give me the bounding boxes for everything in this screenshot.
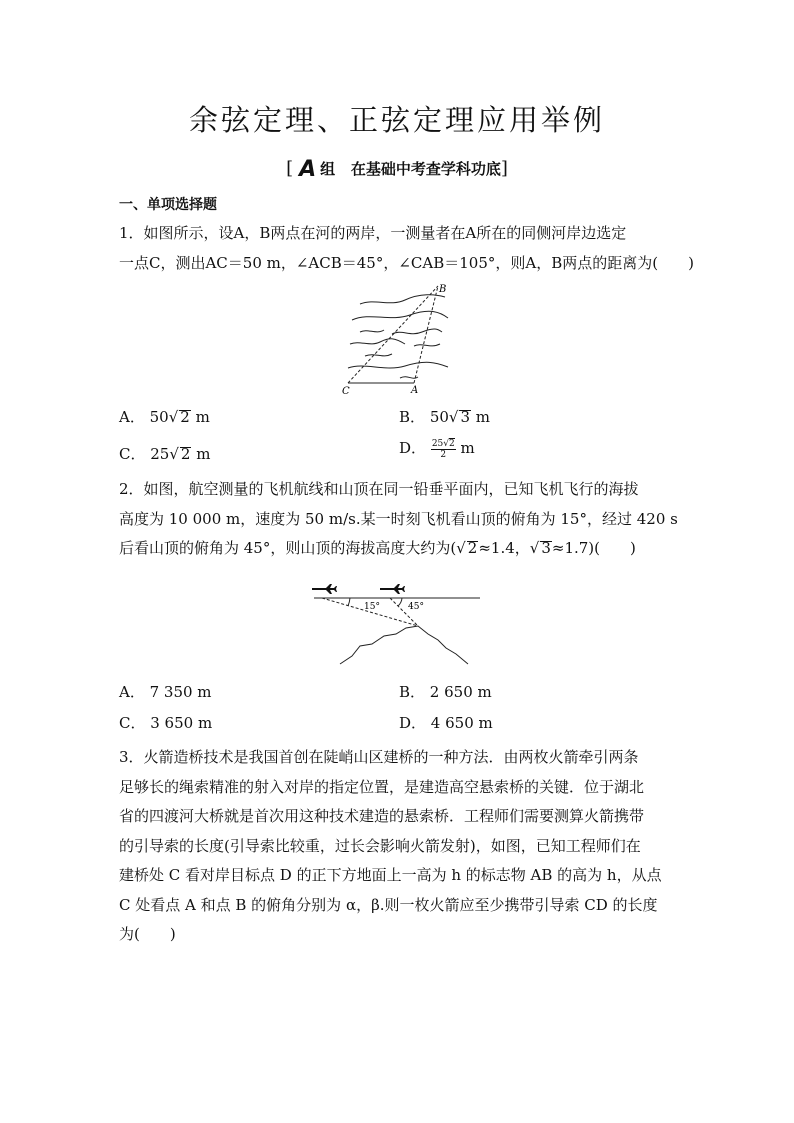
sqrt-symbol: √ [169, 445, 179, 463]
airplane-icon [380, 584, 405, 594]
line3-suffix: ≈1.7)( ) [551, 539, 636, 557]
question-3-line: C 处看点 A 和点 B 的俯角分别为 α，β.则一枚火箭应至少携带引导索 CD 的长度 [119, 895, 658, 914]
river-diagram [330, 282, 460, 398]
option-unit: m [460, 439, 475, 457]
numerator-radicand: 2 [449, 438, 455, 449]
question-2-line-2: 高度为 10 000 m，速度为 50 m/s.某一时刻飞机看山顶的俯角为 15°，经过 420 s [119, 509, 678, 528]
option-letter: D． [399, 439, 427, 457]
question-3-line: 的引导索的长度(引导索比较重，过长会影响火箭发射)，如图，已知工程师们在 [119, 836, 641, 855]
numerator-coef: 25 [431, 438, 444, 449]
mountain-outline [340, 626, 468, 664]
angle-label-15: 15° [364, 602, 380, 612]
sqrt-symbol: √ [448, 408, 459, 426]
radicand: 2 [180, 408, 190, 426]
option-coefficient: 50 [149, 408, 169, 426]
group-label: 组 [320, 160, 336, 178]
question-3-line: 3．火箭造桥技术是我国首创在陡峭山区建桥的一种方法．由两枚火箭牵引两条 [119, 748, 639, 766]
option-unit: m [195, 408, 210, 426]
label-b: B [439, 284, 447, 295]
question-1-text [119, 219, 694, 278]
river-wave [414, 344, 440, 346]
option-unit: m [196, 445, 211, 463]
question-3-text [119, 743, 679, 950]
q2-option-c[interactable]: C． 3 650 m [119, 714, 213, 732]
question-1-line-1: 1．如图所示，设A，B两点在河的两岸，一测量者在A所在的同侧河岸边选定 [119, 224, 627, 242]
question-2-line-3: 后看山顶的俯角为 45°，则山顶的海拔高度大约为(√ 2≈1.4，√ 3≈1.7)( ) [119, 539, 636, 557]
sight-line-ab [414, 286, 438, 383]
label-c: C [342, 386, 350, 397]
group-a-badge: A [299, 157, 317, 182]
q1-option-d[interactable] [399, 437, 475, 460]
group-text: 在基础中考查学科功底 [350, 160, 501, 178]
option-letter: B． [399, 408, 426, 426]
line3-middle: ≈1.4， [478, 539, 530, 557]
sight-line-cb [348, 286, 438, 383]
sqrt-symbol: √ [168, 408, 179, 426]
riverbank-line [352, 311, 448, 320]
line3-prefix: 后看山顶的俯角为 45°，则山顶的海拔高度大约为( [119, 539, 457, 557]
section-heading: 一、单项选择题 [119, 197, 217, 213]
q2-option-d[interactable]: D． 4 650 m [399, 714, 493, 732]
q1-option-a[interactable] [119, 406, 210, 427]
radicand: 2 [467, 539, 478, 557]
option-coefficient: 50 [429, 408, 449, 426]
airplane-diagram [310, 576, 488, 668]
option-unit: m [475, 408, 491, 426]
angle-label-45: 45° [408, 602, 424, 612]
radicand: 3 [541, 539, 551, 557]
label-a: A [411, 385, 419, 396]
riverbank-line [360, 295, 445, 304]
river-wave [360, 330, 384, 332]
fraction-denominator: 2 [440, 449, 447, 460]
question-3-line: 为( ) [119, 925, 176, 943]
bracket-open: [ [286, 158, 294, 179]
q1-option-b[interactable] [399, 406, 490, 427]
question-1-line-2: 一点C，测出AC＝50 m，∠ACB＝45°，∠CAB＝105°，则A，B两点的距离为( ) [119, 253, 694, 272]
option-letter: A． [119, 408, 145, 426]
q1-option-c[interactable] [119, 443, 210, 464]
river-wave [365, 354, 392, 356]
river-wave [350, 339, 405, 344]
q2-option-b[interactable]: B． 2 650 m [399, 683, 492, 701]
option-letter: C． [119, 445, 146, 463]
question-3-line: 省的四渡河大桥就是首次用这种技术建造的悬索桥．工程师们需要测算火箭携带 [119, 807, 645, 825]
airplane-icon [312, 584, 337, 594]
radicand: 3 [460, 408, 471, 426]
radicand: 2 [180, 445, 191, 463]
page-title: 余弦定理、正弦定理应用举例 [188, 103, 605, 137]
option-coefficient: 25 [150, 445, 170, 463]
question-2-line-1: 2．如图，航空测量的飞机航线和山顶在同一铅垂平面内，已知飞机飞行的海拔 [119, 480, 639, 498]
question-2-text [119, 475, 679, 564]
question-3-line: 足够长的绳索精准的射入对岸的指定位置，是建造高空悬索桥的关键．位于湖北 [119, 777, 645, 796]
question-3-line: 建桥处 C 看对岸目标点 D 的正下方地面上一高为 h 的标志物 AB 的高为 h，从点 [119, 866, 662, 884]
fraction [431, 439, 456, 460]
fraction-numerator: 25√2 [431, 438, 455, 449]
bracket-close: ] [500, 158, 508, 179]
river-wave [392, 329, 442, 334]
angle-arc-45 [398, 598, 402, 606]
angle-arc-15 [348, 598, 350, 606]
group-heading [0, 157, 794, 182]
q2-option-a[interactable]: A． 7 350 m [119, 683, 212, 701]
